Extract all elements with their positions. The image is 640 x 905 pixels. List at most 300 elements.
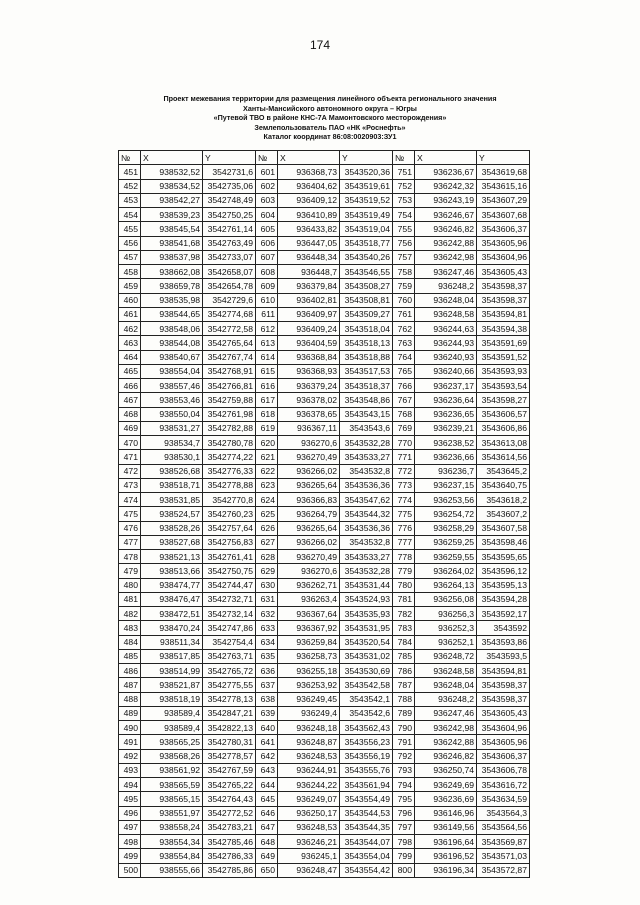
table-row [119, 179, 530, 193]
table-row [119, 421, 530, 435]
y-coordinate-cell: 3542774,22 [203, 450, 256, 464]
point-number-cell: 623 [256, 478, 278, 492]
y-coordinate-cell: 3543594,81 [477, 664, 530, 678]
table-row [119, 607, 530, 621]
table-row [119, 165, 530, 179]
x-coordinate-cell: 936258,29 [415, 521, 477, 535]
point-number-cell: 798 [393, 835, 415, 849]
point-number-cell: 620 [256, 436, 278, 450]
point-number-cell: 757 [393, 250, 415, 264]
point-number-cell: 649 [256, 849, 278, 863]
table-row [119, 236, 530, 250]
point-number-cell: 615 [256, 364, 278, 378]
y-coordinate-cell: 3542785,86 [203, 863, 256, 877]
y-coordinate-cell: 3543595,13 [477, 578, 530, 592]
y-coordinate-cell: 3543594,38 [477, 322, 530, 336]
y-coordinate-cell: 3542735,06 [203, 179, 256, 193]
point-number-cell: 459 [119, 279, 141, 293]
point-number-cell: 478 [119, 550, 141, 564]
y-coordinate-cell: 3543606,86 [477, 421, 530, 435]
y-coordinate-cell: 3543518,77 [340, 236, 393, 250]
point-number-cell: 455 [119, 222, 141, 236]
y-coordinate-cell: 3543535,93 [340, 607, 393, 621]
point-number-cell: 641 [256, 735, 278, 749]
point-number-cell: 468 [119, 407, 141, 421]
point-number-cell: 609 [256, 279, 278, 293]
y-coordinate-cell: 3543555,76 [340, 763, 393, 777]
x-coordinate-cell: 936240,93 [415, 350, 477, 364]
y-coordinate-cell: 3542747,86 [203, 621, 256, 635]
point-number-cell: 499 [119, 849, 141, 863]
table-row [119, 379, 530, 393]
table-row [119, 635, 530, 649]
document-header [120, 94, 540, 142]
y-coordinate-cell: 3543591,52 [477, 350, 530, 364]
table-row [119, 307, 530, 321]
y-coordinate-cell: 3543605,43 [477, 706, 530, 720]
x-coordinate-cell: 938554,84 [141, 849, 203, 863]
table-row [119, 649, 530, 663]
y-coordinate-cell: 3543508,27 [340, 279, 393, 293]
x-coordinate-cell: 936248,87 [278, 735, 340, 749]
y-coordinate-cell: 3543519,61 [340, 179, 393, 193]
point-number-cell: 772 [393, 464, 415, 478]
x-coordinate-cell: 936196,52 [415, 849, 477, 863]
table-row [119, 493, 530, 507]
y-coordinate-cell: 3543533,27 [340, 450, 393, 464]
x-coordinate-cell: 936236,69 [415, 792, 477, 806]
x-coordinate-cell: 936244,93 [415, 336, 477, 350]
x-coordinate-cell: 936249,69 [415, 778, 477, 792]
y-coordinate-cell: 3543598,37 [477, 293, 530, 307]
y-coordinate-cell: 3542780,78 [203, 436, 256, 450]
point-number-cell: 475 [119, 507, 141, 521]
x-coordinate-cell: 936242,32 [415, 179, 477, 193]
table-row [119, 393, 530, 407]
y-coordinate-cell: 3543593,93 [477, 364, 530, 378]
y-coordinate-cell: 3542778,13 [203, 692, 256, 706]
y-coordinate-cell: 3542733,07 [203, 250, 256, 264]
point-number-cell: 645 [256, 792, 278, 806]
point-number-cell: 643 [256, 763, 278, 777]
x-coordinate-cell: 936249,07 [278, 792, 340, 806]
x-coordinate-cell: 936237,15 [415, 478, 477, 492]
point-number-cell: 460 [119, 293, 141, 307]
y-coordinate-cell: 3543645,2 [477, 464, 530, 478]
table-row [119, 478, 530, 492]
y-coordinate-cell: 3542764,43 [203, 792, 256, 806]
y-coordinate-cell: 3543593,86 [477, 635, 530, 649]
point-number-cell: 771 [393, 450, 415, 464]
y-coordinate-cell: 3543613,08 [477, 436, 530, 450]
table-row [119, 250, 530, 264]
y-coordinate-cell: 3542658,07 [203, 265, 256, 279]
header-project-title: Проект межевания территории для размещения линейного объекта регионального значения [163, 94, 497, 103]
header-region: Ханты-Мансийского автономного округа – Югры [243, 103, 417, 113]
point-number-cell: 639 [256, 706, 278, 720]
point-number-cell: 633 [256, 621, 278, 635]
y-coordinate-cell: 3542766,81 [203, 379, 256, 393]
x-coordinate-cell: 936248,18 [278, 721, 340, 735]
x-coordinate-cell: 936248,04 [415, 678, 477, 692]
y-coordinate-cell: 3543606,78 [477, 763, 530, 777]
y-coordinate-cell: 3543618,2 [477, 493, 530, 507]
table-row [119, 535, 530, 549]
y-coordinate-cell: 3543592 [477, 621, 530, 635]
point-number-cell: 642 [256, 749, 278, 763]
y-coordinate-cell: 3543542,1 [340, 692, 393, 706]
point-number-cell: 453 [119, 193, 141, 207]
point-number-cell: 784 [393, 635, 415, 649]
page-number: 174 [309, 38, 331, 52]
y-coordinate-cell: 3543615,16 [477, 179, 530, 193]
x-coordinate-cell: 938561,92 [141, 763, 203, 777]
y-coordinate-cell: 3543604,96 [477, 721, 530, 735]
point-number-cell: 495 [119, 792, 141, 806]
x-coordinate-cell: 936248,53 [278, 820, 340, 834]
point-number-cell: 500 [119, 863, 141, 877]
y-coordinate-cell: 3542654,78 [203, 279, 256, 293]
y-coordinate-cell: 3543542,58 [340, 678, 393, 692]
point-number-cell: 496 [119, 806, 141, 820]
point-number-cell: 790 [393, 721, 415, 735]
y-coordinate-cell: 3543593,54 [477, 379, 530, 393]
x-coordinate-cell: 936368,73 [278, 165, 340, 179]
table-row [119, 279, 530, 293]
table-row [119, 208, 530, 222]
point-number-cell: 797 [393, 820, 415, 834]
x-coordinate-cell: 936378,65 [278, 407, 340, 421]
point-number-cell: 775 [393, 507, 415, 521]
y-coordinate-cell: 3542772,52 [203, 806, 256, 820]
y-coordinate-cell: 3543508,81 [340, 293, 393, 307]
table-row [119, 193, 530, 207]
x-coordinate-cell: 936240,66 [415, 364, 477, 378]
point-number-cell: 611 [256, 307, 278, 321]
x-coordinate-cell: 936248,04 [415, 293, 477, 307]
x-coordinate-cell: 938472,51 [141, 607, 203, 621]
y-coordinate-cell: 3542775,55 [203, 678, 256, 692]
point-number-cell: 788 [393, 692, 415, 706]
y-coordinate-cell: 3543536,36 [340, 521, 393, 535]
table-row [119, 407, 530, 421]
x-coordinate-cell: 936246,21 [278, 835, 340, 849]
point-number-cell: 629 [256, 564, 278, 578]
x-coordinate-cell: 936247,46 [415, 706, 477, 720]
x-coordinate-cell: 936247,46 [415, 265, 477, 279]
x-coordinate-cell: 936242,98 [415, 721, 477, 735]
point-number-cell: 796 [393, 806, 415, 820]
x-coordinate-cell: 938521,87 [141, 678, 203, 692]
x-coordinate-cell: 936250,17 [278, 806, 340, 820]
point-number-cell: 466 [119, 379, 141, 393]
point-number-cell: 758 [393, 265, 415, 279]
column-header: № [119, 151, 141, 165]
x-coordinate-cell: 936259,55 [415, 550, 477, 564]
point-number-cell: 782 [393, 607, 415, 621]
y-coordinate-cell: 3543531,02 [340, 649, 393, 663]
y-coordinate-cell: 3543592,17 [477, 607, 530, 621]
x-coordinate-cell: 938513,66 [141, 564, 203, 578]
x-coordinate-cell: 936246,82 [415, 749, 477, 763]
x-coordinate-cell: 936248,58 [415, 664, 477, 678]
y-coordinate-cell: 3542774,68 [203, 307, 256, 321]
point-number-cell: 451 [119, 165, 141, 179]
point-number-cell: 755 [393, 222, 415, 236]
point-number-cell: 650 [256, 863, 278, 877]
y-coordinate-cell: 3543546,55 [340, 265, 393, 279]
point-number-cell: 479 [119, 564, 141, 578]
point-number-cell: 493 [119, 763, 141, 777]
x-coordinate-cell: 936265,64 [278, 478, 340, 492]
x-coordinate-cell: 938534,52 [141, 179, 203, 193]
point-number-cell: 618 [256, 407, 278, 421]
x-coordinate-cell: 936236,67 [415, 165, 477, 179]
y-coordinate-cell: 3542778,57 [203, 749, 256, 763]
table-row [119, 450, 530, 464]
y-coordinate-cell: 3542768,91 [203, 364, 256, 378]
x-coordinate-cell: 938527,68 [141, 535, 203, 549]
y-coordinate-cell: 3543520,54 [340, 635, 393, 649]
y-coordinate-cell: 3543604,96 [477, 250, 530, 264]
point-number-cell: 761 [393, 307, 415, 321]
table-row [119, 806, 530, 820]
y-coordinate-cell: 3543556,19 [340, 749, 393, 763]
y-coordinate-cell: 3543544,35 [340, 820, 393, 834]
x-coordinate-cell: 936242,88 [415, 236, 477, 250]
x-coordinate-cell: 936249,4 [278, 706, 340, 720]
x-coordinate-cell: 936255,18 [278, 664, 340, 678]
table-row [119, 222, 530, 236]
y-coordinate-cell: 3543556,23 [340, 735, 393, 749]
x-coordinate-cell: 938476,47 [141, 592, 203, 606]
y-coordinate-cell: 3543569,87 [477, 835, 530, 849]
x-coordinate-cell: 936366,83 [278, 493, 340, 507]
point-number-cell: 476 [119, 521, 141, 535]
y-coordinate-cell: 3542765,64 [203, 336, 256, 350]
x-coordinate-cell: 936249,45 [278, 692, 340, 706]
y-coordinate-cell: 3543519,04 [340, 222, 393, 236]
point-number-cell: 484 [119, 635, 141, 649]
table-row [119, 792, 530, 806]
y-coordinate-cell: 3543544,53 [340, 806, 393, 820]
y-coordinate-cell: 3543607,2 [477, 507, 530, 521]
point-number-cell: 616 [256, 379, 278, 393]
table-body [119, 165, 530, 878]
x-coordinate-cell: 936448,34 [278, 250, 340, 264]
point-number-cell: 754 [393, 208, 415, 222]
table-row [119, 863, 530, 877]
x-coordinate-cell: 938545,54 [141, 222, 203, 236]
y-coordinate-cell: 3542780,31 [203, 735, 256, 749]
point-number-cell: 635 [256, 649, 278, 663]
x-coordinate-cell: 938558,24 [141, 820, 203, 834]
table-row [119, 735, 530, 749]
x-coordinate-cell: 938565,15 [141, 792, 203, 806]
point-number-cell: 765 [393, 364, 415, 378]
y-coordinate-cell: 3543544,32 [340, 507, 393, 521]
point-number-cell: 752 [393, 179, 415, 193]
point-number-cell: 461 [119, 307, 141, 321]
x-coordinate-cell: 936263,4 [278, 592, 340, 606]
x-coordinate-cell: 936242,88 [415, 735, 477, 749]
y-coordinate-cell: 3542748,49 [203, 193, 256, 207]
y-coordinate-cell: 3543554,42 [340, 863, 393, 877]
point-number-cell: 793 [393, 763, 415, 777]
x-coordinate-cell: 938524,57 [141, 507, 203, 521]
y-coordinate-cell: 3542732,14 [203, 607, 256, 621]
x-coordinate-cell: 936368,84 [278, 350, 340, 364]
x-coordinate-cell: 938530,1 [141, 450, 203, 464]
x-coordinate-cell: 938521,13 [141, 550, 203, 564]
x-coordinate-cell: 938662,08 [141, 265, 203, 279]
header-object-name: «Путевой ТВО в районе КНС-7А Мамонтовского месторождения» [213, 113, 447, 123]
point-number-cell: 625 [256, 507, 278, 521]
x-coordinate-cell: 936259,84 [278, 635, 340, 649]
table-row [119, 706, 530, 720]
point-number-cell: 628 [256, 550, 278, 564]
x-coordinate-cell: 936253,92 [278, 678, 340, 692]
coordinates-table [118, 150, 530, 878]
point-number-cell: 470 [119, 436, 141, 450]
point-number-cell: 486 [119, 664, 141, 678]
point-number-cell: 637 [256, 678, 278, 692]
y-coordinate-cell: 3542761,98 [203, 407, 256, 421]
x-coordinate-cell: 936448,7 [278, 265, 340, 279]
y-coordinate-cell: 3543564,56 [477, 820, 530, 834]
x-coordinate-cell: 938589,4 [141, 721, 203, 735]
y-coordinate-cell: 3542761,14 [203, 222, 256, 236]
y-coordinate-cell: 3543634,59 [477, 792, 530, 806]
x-coordinate-cell: 936248,53 [278, 749, 340, 763]
x-coordinate-cell: 936248,47 [278, 863, 340, 877]
y-coordinate-cell: 3543532,8 [340, 464, 393, 478]
table-row [119, 436, 530, 450]
y-coordinate-cell: 3542757,64 [203, 521, 256, 535]
point-number-cell: 795 [393, 792, 415, 806]
y-coordinate-cell: 3543606,57 [477, 407, 530, 421]
x-coordinate-cell: 936259,25 [415, 535, 477, 549]
point-number-cell: 624 [256, 493, 278, 507]
x-coordinate-cell: 936378,02 [278, 393, 340, 407]
y-coordinate-cell: 3542783,21 [203, 820, 256, 834]
y-coordinate-cell: 3543595,65 [477, 550, 530, 564]
x-coordinate-cell: 938517,85 [141, 649, 203, 663]
point-number-cell: 607 [256, 250, 278, 264]
y-coordinate-cell: 3543594,81 [477, 307, 530, 321]
point-number-cell: 613 [256, 336, 278, 350]
x-coordinate-cell: 936379,84 [278, 279, 340, 293]
point-number-cell: 634 [256, 635, 278, 649]
point-number-cell: 778 [393, 550, 415, 564]
y-coordinate-cell: 3542760,23 [203, 507, 256, 521]
column-header: Y [340, 151, 393, 165]
point-number-cell: 768 [393, 407, 415, 421]
y-coordinate-cell: 3542732,71 [203, 592, 256, 606]
column-header: Y [203, 151, 256, 165]
table-row [119, 778, 530, 792]
y-coordinate-cell: 3542782,88 [203, 421, 256, 435]
point-number-cell: 621 [256, 450, 278, 464]
point-number-cell: 465 [119, 364, 141, 378]
point-number-cell: 767 [393, 393, 415, 407]
point-number-cell: 792 [393, 749, 415, 763]
x-coordinate-cell: 938531,27 [141, 421, 203, 435]
y-coordinate-cell: 3543640,75 [477, 478, 530, 492]
point-number-cell: 458 [119, 265, 141, 279]
column-header: Y [477, 151, 530, 165]
table-row [119, 364, 530, 378]
y-coordinate-cell: 3543598,27 [477, 393, 530, 407]
x-coordinate-cell: 936379,24 [278, 379, 340, 393]
point-number-cell: 604 [256, 208, 278, 222]
point-number-cell: 756 [393, 236, 415, 250]
y-coordinate-cell: 3543524,93 [340, 592, 393, 606]
y-coordinate-cell: 3543518,13 [340, 336, 393, 350]
y-coordinate-cell: 3542756,83 [203, 535, 256, 549]
point-number-cell: 612 [256, 322, 278, 336]
point-number-cell: 617 [256, 393, 278, 407]
x-coordinate-cell: 938555,66 [141, 863, 203, 877]
y-coordinate-cell: 3542750,75 [203, 564, 256, 578]
table-header-row [119, 151, 530, 165]
point-number-cell: 490 [119, 721, 141, 735]
x-coordinate-cell: 936246,82 [415, 222, 477, 236]
y-coordinate-cell: 3543607,68 [477, 208, 530, 222]
x-coordinate-cell: 936404,62 [278, 179, 340, 193]
y-coordinate-cell: 3542770,8 [203, 493, 256, 507]
point-number-cell: 605 [256, 222, 278, 236]
point-number-cell: 753 [393, 193, 415, 207]
x-coordinate-cell: 936270,6 [278, 436, 340, 450]
x-coordinate-cell: 936409,12 [278, 193, 340, 207]
x-coordinate-cell: 936270,6 [278, 564, 340, 578]
y-coordinate-cell: 3542772,58 [203, 322, 256, 336]
x-coordinate-cell: 936149,56 [415, 820, 477, 834]
x-coordinate-cell: 936262,71 [278, 578, 340, 592]
table-row [119, 507, 530, 521]
point-number-cell: 452 [119, 179, 141, 193]
y-coordinate-cell: 3543571,03 [477, 849, 530, 863]
point-number-cell: 483 [119, 621, 141, 635]
point-number-cell: 799 [393, 849, 415, 863]
point-number-cell: 491 [119, 735, 141, 749]
x-coordinate-cell: 938474,77 [141, 578, 203, 592]
table-row [119, 464, 530, 478]
x-coordinate-cell: 936236,64 [415, 393, 477, 407]
y-coordinate-cell: 3543605,96 [477, 236, 530, 250]
x-coordinate-cell: 938526,68 [141, 464, 203, 478]
point-number-cell: 644 [256, 778, 278, 792]
header-land-user: Землепользователь ПАО «НК «Роснефть» [254, 122, 406, 132]
y-coordinate-cell: 3542765,22 [203, 778, 256, 792]
point-number-cell: 760 [393, 293, 415, 307]
x-coordinate-cell: 936245,1 [278, 849, 340, 863]
table-row [119, 835, 530, 849]
x-coordinate-cell: 936447,05 [278, 236, 340, 250]
x-coordinate-cell: 938528,26 [141, 521, 203, 535]
point-number-cell: 619 [256, 421, 278, 435]
x-coordinate-cell: 936248,58 [415, 307, 477, 321]
point-number-cell: 489 [119, 706, 141, 720]
point-number-cell: 610 [256, 293, 278, 307]
point-number-cell: 791 [393, 735, 415, 749]
y-coordinate-cell: 3543530,69 [340, 664, 393, 678]
point-number-cell: 474 [119, 493, 141, 507]
x-coordinate-cell: 938544,65 [141, 307, 203, 321]
table-row [119, 350, 530, 364]
y-coordinate-cell: 3542750,25 [203, 208, 256, 222]
